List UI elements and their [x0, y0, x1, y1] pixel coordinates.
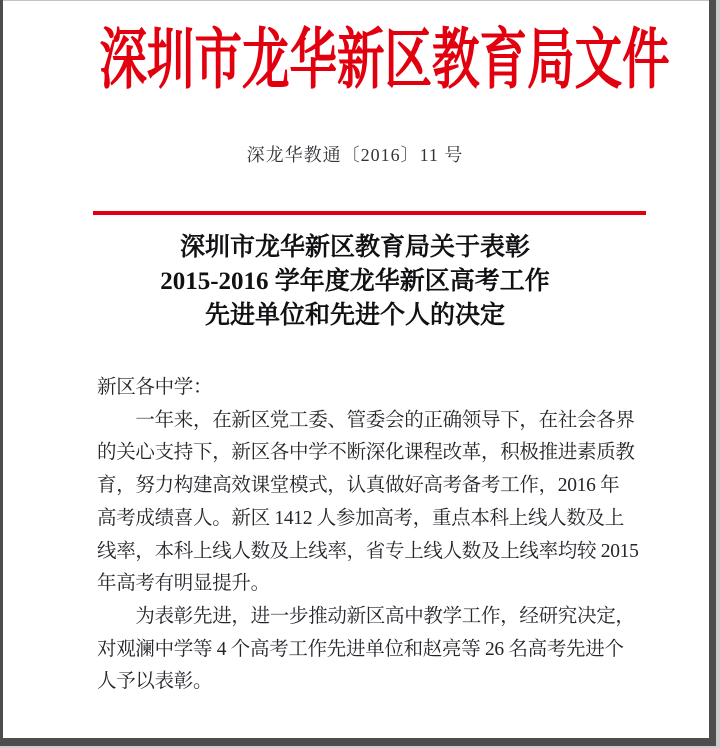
body-line: 育，努力构建高效课堂模式，认真做好高考备考工作，2016 年 [97, 475, 620, 497]
red-letterhead-title: 深圳市龙华新区教育局文件 [99, 24, 670, 97]
scan-edge-left [0, 0, 3, 746]
document-reference-number: 深龙华教通〔2016〕11 号 [246, 145, 464, 165]
body-line: 高考成绩喜人。新区 1412 人参加高考，重点本科上线人数及上 [97, 507, 624, 529]
body-line: 对观澜中学等 4 个高考工作先进单位和赵亮等 26 名高考先进个 [97, 638, 624, 660]
body-line: 线率，本科上线人数及上线率，省专上线人数及上线率均较 2015 [97, 540, 639, 562]
document-body [97, 372, 642, 699]
red-separator-rule [93, 211, 646, 215]
scan-edge-right-outer [716, 0, 720, 748]
scan-edge-bottom [0, 738, 716, 746]
body-line: 一年来，在新区党工委、管委会的正确领导下，在社会各界 [97, 409, 635, 431]
scan-edge-top [0, 0, 716, 1]
body-line: 人予以表彰。 [97, 671, 213, 693]
document-title [0, 231, 710, 333]
body-line: 年高考有明显提升。 [97, 573, 270, 595]
scan-edge-right [709, 0, 716, 746]
title-line-1: 深圳市龙华新区教育局关于表彰 [179, 234, 530, 261]
body-line: 为表彰先进，进一步推动新区高中教学工作，经研究决定， [97, 605, 635, 627]
body-line: 的关心支持下，新区各中学不断深化课程改革，积极推进素质教 [97, 442, 635, 464]
title-line-3: 先进单位和先进个人的决定 [204, 302, 505, 329]
salutation-line: 新区各中学： [97, 377, 213, 398]
title-line-2: 2015-2016 学年度龙华新区高考工作 [160, 268, 550, 295]
